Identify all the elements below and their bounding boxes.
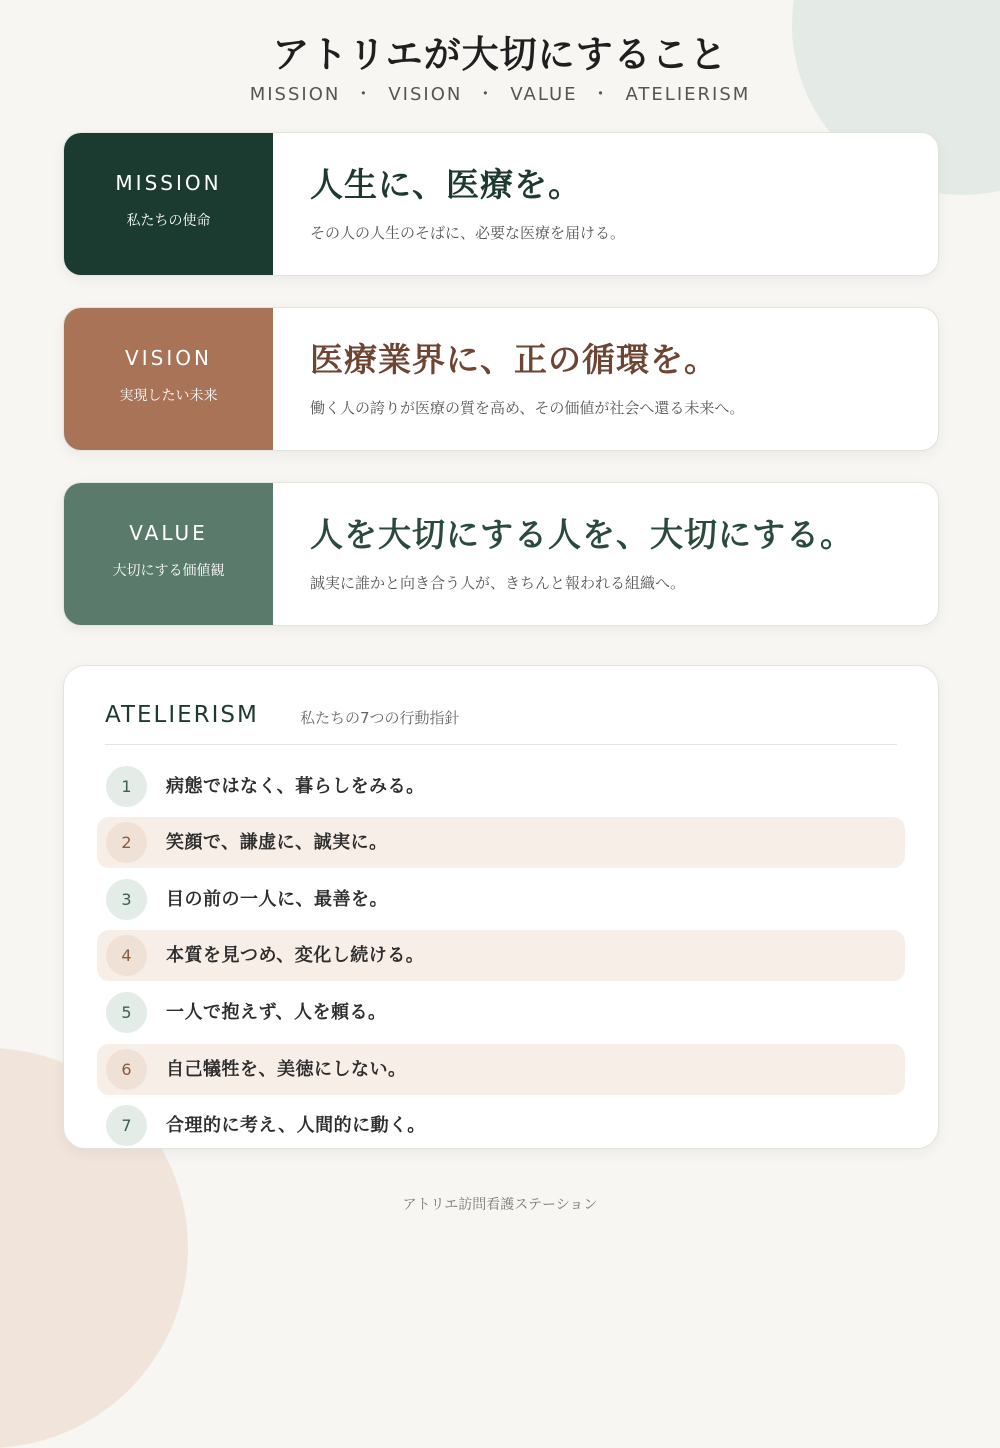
principle-number-badge: 7	[106, 1105, 147, 1146]
subtitle-atelierism: ATELIERISM	[625, 84, 751, 105]
principle-row-2	[97, 817, 905, 868]
vision-description: 働く人の誇りが医療の質を高め、その価値が社会へ還る未来へ。	[310, 399, 745, 417]
principle-number-badge: 2	[106, 822, 147, 863]
value-label: VALUE	[129, 521, 208, 545]
principle-text: 合理的に考え、人間的に動く。	[166, 1115, 426, 1136]
mission-heading: 人生に、医療を。	[310, 165, 582, 204]
principle-number-badge: 4	[106, 935, 147, 976]
principle-row-7	[97, 1100, 905, 1149]
mission-card-side	[64, 133, 273, 275]
principle-text: 笑顔で、謙虚に、誠実に。	[166, 832, 388, 853]
value-card	[63, 482, 939, 626]
value-sublabel: 大切にする価値観	[112, 563, 225, 579]
principle-text: 一人で抱えず、人を頼る。	[166, 1002, 387, 1023]
atelierism-subtitle: 私たちの7つの行動指針	[300, 709, 460, 727]
mission-label: MISSION	[115, 171, 222, 195]
vision-heading: 医療業界に、正の循環を。	[310, 340, 718, 379]
principle-row-4	[97, 930, 905, 981]
vision-sublabel: 実現したい未来	[119, 388, 218, 404]
principle-text: 病態ではなく、暮らしをみる。	[166, 776, 425, 797]
subtitle-separator: ・	[354, 84, 375, 105]
principle-text: 本質を見つめ、変化し続ける。	[166, 945, 425, 966]
footer-organization-name: アトリエ訪問看護ステーション	[402, 1197, 598, 1213]
principle-row-3	[97, 874, 905, 925]
principle-number-badge: 1	[106, 766, 147, 807]
principle-text: 自己犠牲を、美徳にしない。	[166, 1059, 407, 1080]
subtitle-mission: MISSION	[249, 84, 341, 105]
value-heading: 人を大切にする人を、大切にする。	[310, 515, 854, 554]
vision-card	[63, 307, 939, 451]
value-description: 誠実に誰かと向き合う人が、きちんと報われる組織へ。	[310, 574, 686, 592]
subtitle-separator: ・	[476, 84, 497, 105]
vision-card-side	[64, 308, 273, 450]
mission-card	[63, 132, 939, 276]
principle-row-6	[97, 1044, 905, 1095]
subtitle-value: VALUE	[510, 84, 578, 105]
mission-sublabel: 私たちの使命	[126, 213, 211, 229]
principle-text: 目の前の一人に、最善を。	[166, 889, 388, 910]
divider	[105, 744, 897, 745]
subtitle-separator: ・	[591, 84, 612, 105]
subtitle-vision: VISION	[388, 84, 463, 105]
principle-number-badge: 5	[106, 992, 147, 1033]
principle-row-1	[97, 761, 905, 812]
atelierism-card	[63, 665, 939, 1149]
atelierism-title: ATELIERISM	[105, 702, 259, 728]
principle-number-badge: 3	[106, 879, 147, 920]
principle-number-badge: 6	[106, 1049, 147, 1090]
page-title: アトリエが大切にすること	[272, 33, 728, 76]
principle-row-5	[97, 987, 905, 1038]
mission-description: その人の人生のそばに、必要な医療を届ける。	[310, 224, 626, 242]
page-subtitle	[0, 80, 1000, 106]
value-card-side	[64, 483, 273, 625]
vision-label: VISION	[125, 346, 212, 370]
